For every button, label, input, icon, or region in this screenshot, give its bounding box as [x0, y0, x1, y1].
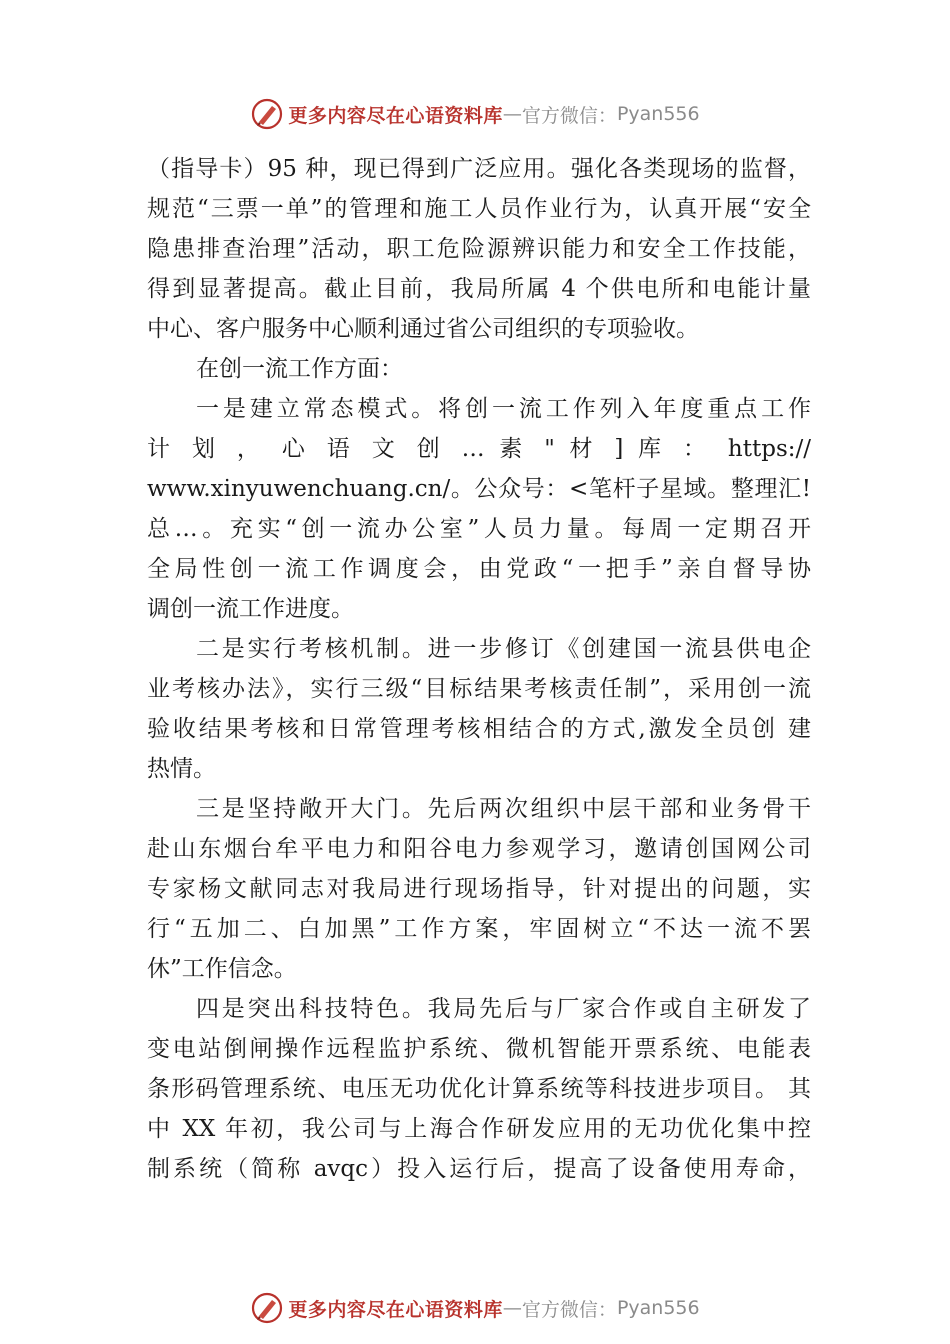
header-watermark: [0, 94, 950, 134]
paragraph-start: 三是坚持敞开大门。先后两次组织中层干部和业务骨干: [196, 796, 811, 822]
body-line: 总…。充实“创一流办公室”人员力量。每周一定期召开: [147, 516, 811, 542]
body-line: 制系统（简称 avqc）投入运行后，提高了设备使用寿命，: [147, 1156, 811, 1182]
header-dash: —: [502, 103, 522, 125]
body-line: 全局性创一流工作调度会，由党政“一把手”亲自督导协: [147, 556, 811, 582]
body-line: 调创一流工作进度。: [147, 596, 354, 622]
pen-logo-icon: [250, 97, 284, 131]
footer-wechat-label: 官方微信：: [521, 1298, 617, 1321]
body-line: 得到显著提高。截止目前，我局所属 4 个供电所和电能计量: [147, 276, 811, 302]
header-brand: 更多内容尽在心语资料库: [288, 104, 503, 127]
footer-watermark: [0, 1288, 950, 1328]
body-line: www.xinyuwenchuang.cn/。公众号：<笔杆子星域。整理汇!: [147, 476, 811, 502]
body-line: 行“五加二、白加黑”工作方案，牢固树立“不达一流不罢: [147, 916, 811, 942]
footer-brand: 更多内容尽在心语资料库: [288, 1298, 503, 1321]
header-wechat-id: Pyan556: [616, 103, 700, 125]
body-line: 赴山东烟台牟平电力和阳谷电力参观学习，邀请创国网公司: [147, 836, 811, 862]
section-heading: 在创一流工作方面：: [196, 356, 403, 382]
body-line: （指导卡）95 种，现已得到广泛应用。强化各类现场的监督，: [147, 156, 811, 182]
body-line: 专家杨文献同志对我局进行现场指导，针对提出的问题，实: [147, 876, 811, 902]
body-line: 热情。: [147, 756, 216, 782]
paragraph-start: 四是突出科技特色。我局先后与厂家合作或自主研发了: [196, 996, 811, 1022]
body-line: 计 划 ， 心 语 文 创 … 素 " 材 ] 库 ： https://: [147, 436, 811, 462]
body-line: 业考核办法》，实行三级“目标结果考核责任制”，采用创一流: [147, 676, 811, 702]
body-line: 验收结果考核和日常管理考核相结合的方式,激发全员创 建: [147, 716, 811, 742]
body-line: 中 XX 年初，我公司与上海合作研发应用的无功优化集中控: [147, 1116, 811, 1142]
document-body: [147, 149, 811, 1189]
pen-logo-icon: [250, 1291, 284, 1325]
body-line: 中心、客户服务中心顺利通过省公司组织的专项验收。: [147, 316, 699, 342]
paragraph-start: 二是实行考核机制。进一步修订《创建国一流县供电企: [196, 636, 811, 662]
footer-wechat-id: Pyan556: [616, 1297, 700, 1319]
body-line: 规范“三票一单”的管理和施工人员作业行为，认真开展“安全: [147, 196, 811, 222]
footer-dash: —: [502, 1297, 522, 1319]
body-line: 隐患排查治理”活动，职工危险源辨识能力和安全工作技能，: [147, 236, 811, 262]
paragraph-start: 一是建立常态模式。将创一流工作列入年度重点工作: [196, 396, 811, 422]
body-line: 条形码管理系统、电压无功优化计算系统等科技进步项目。 其: [147, 1076, 811, 1102]
header-wechat-label: 官方微信：: [521, 104, 617, 127]
body-line: 休”工作信念。: [147, 956, 297, 982]
body-line: 变电站倒闸操作远程监护系统、微机智能开票系统、电能表: [147, 1036, 811, 1062]
